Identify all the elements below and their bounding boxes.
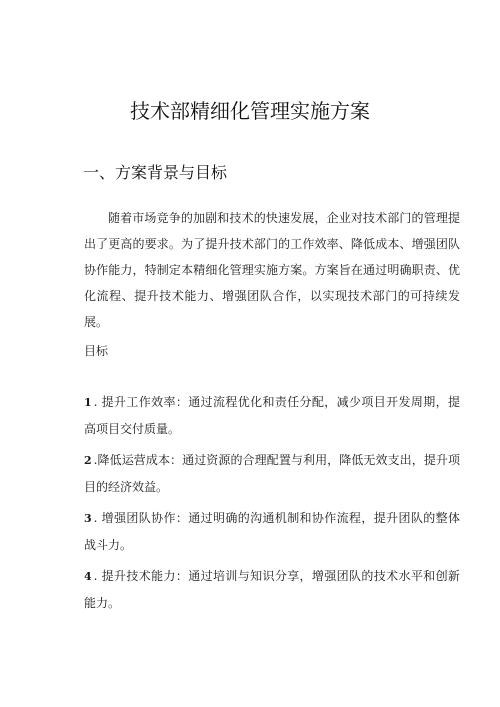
goal-text: . 增强团队协作：通过明确的沟通机制和协作流程，提升团队的整体战斗力。: [84, 511, 460, 552]
goal-number: 4: [84, 570, 92, 583]
goal-list: [84, 389, 460, 621]
goals-label: 目标: [84, 344, 109, 358]
document-title: 技术部精细化管理实施方案: [130, 99, 370, 123]
goal-number: 1: [84, 396, 92, 409]
goal-text: .降低运营成本：通过资源的合理配置与利用，降低无效支出，提升项目的经济效益。: [84, 453, 460, 494]
goal-number: 2: [84, 454, 92, 467]
intro-paragraph: 随着市场竞争的加剧和技术的快速发展，企业对技术部门的管理提出了更高的要求。为了提升技术部门的工作效率、降低成本、增强团队协作能力，特制定本精细化管理实施方案。方案旨在通过明确职责、优化流程、提升技术能力、增强团队合作，以实现技术部门的可持续发展。: [84, 211, 460, 329]
goal-item: [84, 447, 460, 500]
section-heading: 一、方案背景与目标: [83, 163, 228, 182]
goal-item: [84, 563, 460, 616]
goal-item: [84, 389, 460, 442]
goal-number: 3: [84, 512, 92, 525]
goal-item: [84, 505, 460, 558]
goal-text: . 提升技术能力：通过培训与知识分享，增强团队的技术水平和创新能力。: [84, 569, 460, 610]
goal-text: . 提升工作效率：通过流程优化和责任分配，减少项目开发周期，提高项目交付质量。: [84, 395, 460, 436]
